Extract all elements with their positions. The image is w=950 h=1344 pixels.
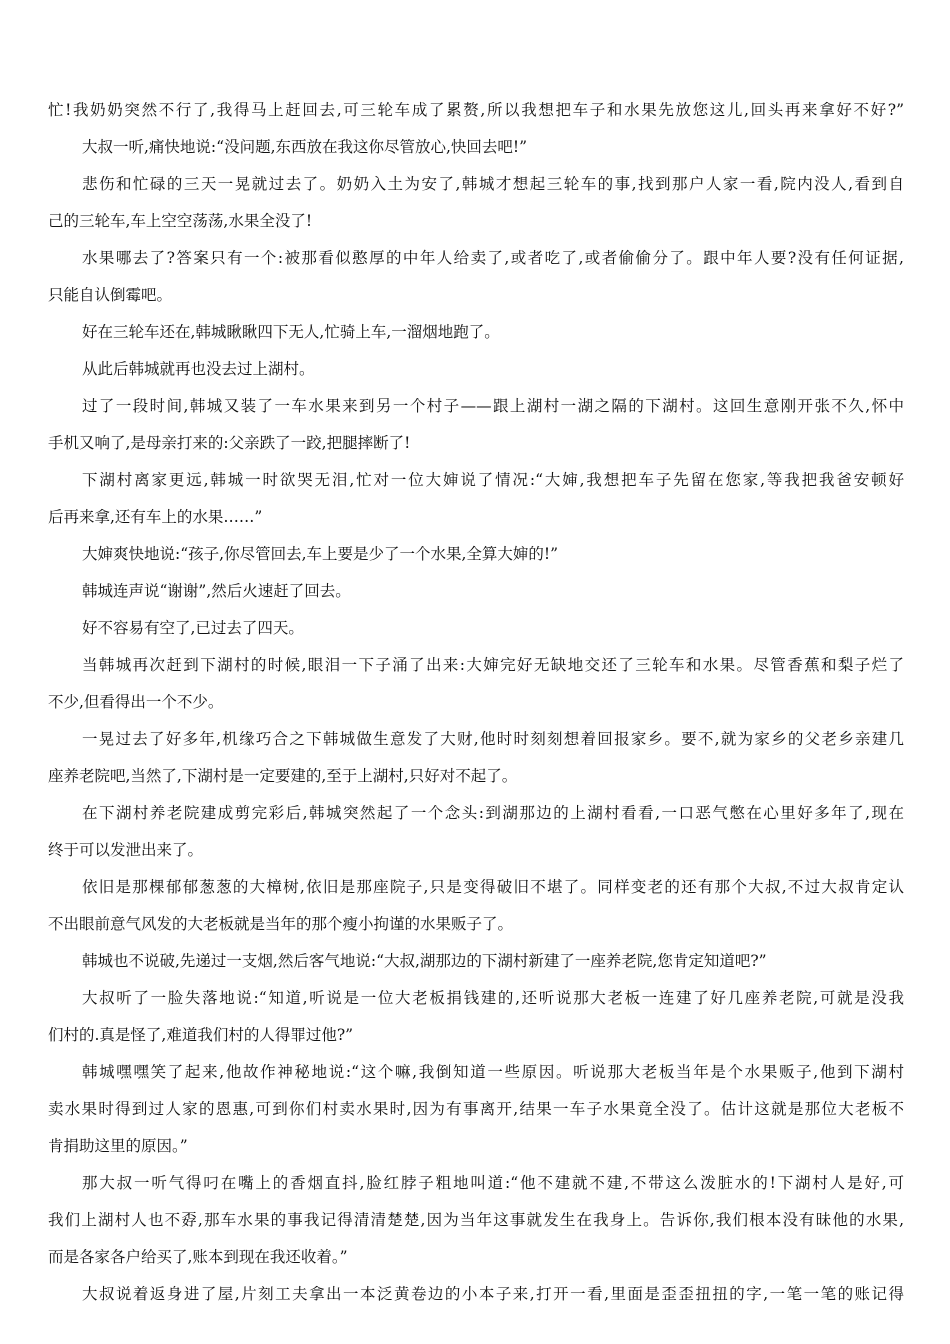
text-line: 从此后韩城就再也没去过上湖村。 [82,360,315,378]
text-line: 那大叔一听气得叼在嘴上的香烟直抖,脸红脖子粗地叫道:“他不建就不建,不带这么泼脏水的!下湖村人是好,可 [82,1174,904,1192]
text-line: 依旧是那棵郁郁葱葱的大樟树,依旧是那座院子,只是变得破旧不堪了。同样变老的还有那个大叔,不过大叔肯定认 [82,878,904,896]
text-line: 大叔听了一脸失落地说:“知道,听说是一位大老板捐钱建的,还听说那大老板一连建了好几座养老院,可就是没我 [82,989,904,1007]
text-line: 韩城嘿嘿笑了起来,他故作神秘地说:“这个嘛,我倒知道一些原因。听说那大老板当年是个水果贩子,他到下湖村 [82,1063,904,1081]
text-line: 忙!我奶奶突然不行了,我得马上赶回去,可三轮车成了累赘,所以我想把车子和水果先放您这儿,回头再来拿好不好?” [48,101,904,119]
text-line: 不少,但看得出一个不少。 [48,693,224,711]
text-line: 肯捐助这里的原因。” [48,1137,188,1155]
text-line: 韩城也不说破,先递过一支烟,然后客气地说:“大叔,湖那边的下湖村新建了一座养老院,您肯定知道吧?” [82,952,767,970]
text-line: 在下湖村养老院建成剪完彩后,韩城突然起了一个念头:到湖那边的上湖村看看,一口恶气憋在心里好多年了,现在 [82,804,904,822]
text-line: 后再来拿,还有车上的水果……” [48,508,263,526]
text-line: 不出眼前意气风发的大老板就是当年的那个瘦小拘谨的水果贩子了。 [48,915,514,933]
text-line: 韩城连声说“谢谢”,然后火速赶了回去。 [82,582,351,600]
text-line: 终于可以发泄出来了。 [48,841,204,859]
text-line: 卖水果时得到过人家的恩惠,可到你们村卖水果时,因为有事离开,结果一车子水果竟全没了。估计这就是那位大老板不 [48,1100,904,1118]
text-line: 悲伤和忙碌的三天一晃就过去了。奶奶入土为安了,韩城才想起三轮车的事,找到那户人家一看,院内没人,看到自 [82,175,904,193]
text-line: 好不容易有空了,已过去了四天。 [82,619,304,637]
text-line: 大叔一听,痛快地说:“没问题,东西放在我这你尽管放心,快回去吧!” [82,138,528,156]
text-line: 当韩城再次赶到下湖村的时候,眼泪一下子涌了出来:大婶完好无缺地交还了三轮车和水果。尽管香蕉和梨子烂了 [82,656,904,674]
text-line: 水果哪去了?答案只有一个:被那看似憨厚的中年人给卖了,或者吃了,或者偷偷分了。跟中年人要?没有任何证据, [82,249,904,267]
text-line: 手机又响了,是母亲打来的:父亲跌了一跤,把腿摔断了! [48,434,411,452]
text-line: 们村的.真是怪了,难道我们村的人得罪过他?” [48,1026,354,1044]
text-line: 座养老院吧,当然了,下湖村是一定要建的,至于上湖村,只好对不起了。 [48,767,518,785]
text-line: 过了一段时间,韩城又装了一车水果来到另一个村子——跟上湖村一湖之隔的下湖村。这回生意刚开张不久,怀中 [82,397,904,415]
text-line: 大婶爽快地说:“孩子,你尽管回去,车上要是少了一个水果,全算大婶的!” [82,545,559,563]
text-line: 下湖村离家更远,韩城一时欲哭无泪,忙对一位大婶说了情况:“大婶,我想把车子先留在您家,等我把我爸安顿好 [82,471,904,489]
text-line: 而是各家各户给买了,账本到现在我还收着。” [48,1248,348,1266]
text-line: 只能自认倒霉吧。 [48,286,173,304]
text-line: 大叔说着返身进了屋,片刻工夫拿出一本泛黄卷边的小本子来,打开一看,里面是歪歪扭扭的字,一笔一笔的账记得 [82,1285,904,1303]
text-line: 我们上湖村人也不孬,那车水果的事我记得清清楚楚,因为当年这事就发生在我身上。告诉你,我们根本没有昧他的水果, [48,1211,904,1229]
text-line: 好在三轮车还在,韩城瞅瞅四下无人,忙骑上车,一溜烟地跑了。 [82,323,500,341]
text-line: 己的三轮车,车上空空荡荡,水果全没了! [48,212,313,230]
text-line: 一晃过去了好多年,机缘巧合之下韩城做生意发了大财,他时时刻刻想着回报家乡。要不,就为家乡的父老乡亲建几 [82,730,904,748]
